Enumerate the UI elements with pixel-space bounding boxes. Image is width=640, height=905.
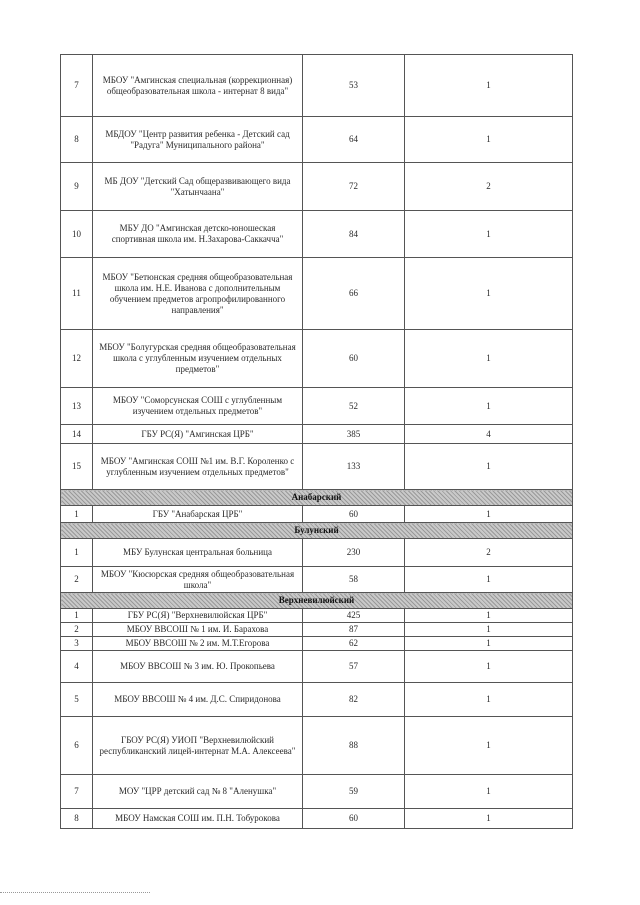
row-number: 15 [61, 444, 93, 490]
quantity-value: 1 [405, 609, 573, 623]
count-value: 60 [303, 506, 405, 523]
count-value: 62 [303, 637, 405, 651]
count-value: 53 [303, 55, 405, 117]
institution-name: МБУ ДО "Амгинская детско-юношеская спортивная школа им. Н.Захарова-Саккачча" [93, 211, 303, 258]
institution-name: МБОУ ВВСОШ № 2 им. М.Т.Егорова [93, 637, 303, 651]
table-row [61, 388, 573, 425]
table-row [61, 55, 573, 117]
table-row [61, 609, 573, 623]
quantity-value: 1 [405, 775, 573, 809]
section-label: Булунский [61, 523, 573, 539]
institution-name: МБОУ "Амгинская специальная (коррекционная) общеобразовательная школа - интернат 8 вида" [93, 55, 303, 117]
institution-name: МБУ Булунская центральная больница [93, 539, 303, 567]
institution-name: МБ ДОУ "Детский Сад общеразвивающего вида "Хатынчаана" [93, 163, 303, 211]
table-row [61, 444, 573, 490]
institution-name: МБОУ "Бетюнская средняя общеобразовательная школа им. Н.Е. Иванова с дополнительным обучением предметов агропрофилированного направления" [93, 258, 303, 330]
institution-name: МБОУ ВВСОШ № 1 им. И. Барахова [93, 623, 303, 637]
quantity-value: 1 [405, 651, 573, 683]
row-number: 7 [61, 55, 93, 117]
row-number: 5 [61, 683, 93, 717]
institution-name: МБОУ "Соморсунская СОШ с углубленным изучением отдельных предметов" [93, 388, 303, 425]
table-row [61, 651, 573, 683]
quantity-value: 1 [405, 330, 573, 388]
institution-name: МБОУ "Болугурская средняя общеобразовательная школа с углубленным изучением отдельных предметов" [93, 330, 303, 388]
row-number: 14 [61, 425, 93, 444]
count-value: 64 [303, 117, 405, 163]
section-label: Анабарский [61, 490, 573, 506]
quantity-value: 1 [405, 444, 573, 490]
row-number: 1 [61, 506, 93, 523]
table-row [61, 567, 573, 593]
count-value: 58 [303, 567, 405, 593]
quantity-value: 1 [405, 55, 573, 117]
institution-name: МБОУ "Амгинская СОШ №1 им. В.Г. Короленко с углубленным изучением отдельных предметов" [93, 444, 303, 490]
quantity-value: 1 [405, 623, 573, 637]
quantity-value: 1 [405, 567, 573, 593]
count-value: 425 [303, 609, 405, 623]
table-row [61, 623, 573, 637]
row-number: 13 [61, 388, 93, 425]
row-number: 2 [61, 567, 93, 593]
section-row [61, 593, 573, 609]
row-number: 1 [61, 539, 93, 567]
institution-name: МОУ "ЦРР детский сад № 8 "Аленушка" [93, 775, 303, 809]
count-value: 82 [303, 683, 405, 717]
quantity-value: 2 [405, 163, 573, 211]
quantity-value: 4 [405, 425, 573, 444]
row-number: 2 [61, 623, 93, 637]
count-value: 88 [303, 717, 405, 775]
institution-name: ГБОУ РС(Я) УИОП "Верхневилюйский республиканский лицей-интернат М.А. Алексеева" [93, 717, 303, 775]
table-body [61, 55, 573, 829]
institution-name: МБОУ "Кюсюрская средняя общеобразовательная школа" [93, 567, 303, 593]
institution-name: МБОУ ВВСОШ № 3 им. Ю. Прокопьева [93, 651, 303, 683]
table-row [61, 683, 573, 717]
institution-name: МБДОУ "Центр развития ребенка - Детский сад "Радуга" Муниципального района" [93, 117, 303, 163]
table-row [61, 211, 573, 258]
institution-name: ГБУ "Анабарская ЦРБ" [93, 506, 303, 523]
count-value: 385 [303, 425, 405, 444]
count-value: 72 [303, 163, 405, 211]
row-number: 8 [61, 809, 93, 829]
table-row [61, 330, 573, 388]
quantity-value: 1 [405, 637, 573, 651]
count-value: 60 [303, 330, 405, 388]
section-row [61, 523, 573, 539]
row-number: 10 [61, 211, 93, 258]
count-value: 84 [303, 211, 405, 258]
institution-name: ГБУ РС(Я) "Амгинская ЦРБ" [93, 425, 303, 444]
quantity-value: 1 [405, 683, 573, 717]
quantity-value: 1 [405, 117, 573, 163]
table-row [61, 539, 573, 567]
table-row [61, 637, 573, 651]
institutions-table [60, 54, 573, 829]
table-row [61, 809, 573, 829]
row-number: 9 [61, 163, 93, 211]
row-number: 4 [61, 651, 93, 683]
row-number: 1 [61, 609, 93, 623]
table-row [61, 775, 573, 809]
quantity-value: 1 [405, 388, 573, 425]
section-row [61, 490, 573, 506]
count-value: 87 [303, 623, 405, 637]
institution-name: ГБУ РС(Я) "Верхневилюйская ЦРБ" [93, 609, 303, 623]
row-number: 12 [61, 330, 93, 388]
institution-name: МБОУ ВВСОШ № 4 им. Д.С. Спиридонова [93, 683, 303, 717]
table-row [61, 506, 573, 523]
quantity-value: 2 [405, 539, 573, 567]
count-value: 59 [303, 775, 405, 809]
row-number: 6 [61, 717, 93, 775]
row-number: 8 [61, 117, 93, 163]
institution-name: МБОУ Намская СОШ им. П.Н. Тобурокова [93, 809, 303, 829]
row-number: 3 [61, 637, 93, 651]
count-value: 133 [303, 444, 405, 490]
table-row [61, 258, 573, 330]
table-row [61, 117, 573, 163]
quantity-value: 1 [405, 211, 573, 258]
count-value: 52 [303, 388, 405, 425]
quantity-value: 1 [405, 717, 573, 775]
section-label: Верхневилюйский [61, 593, 573, 609]
row-number: 7 [61, 775, 93, 809]
quantity-value: 1 [405, 258, 573, 330]
count-value: 230 [303, 539, 405, 567]
count-value: 66 [303, 258, 405, 330]
footer-rule [0, 892, 150, 893]
table-row [61, 717, 573, 775]
quantity-value: 1 [405, 506, 573, 523]
count-value: 57 [303, 651, 405, 683]
quantity-value: 1 [405, 809, 573, 829]
count-value: 60 [303, 809, 405, 829]
table-row [61, 163, 573, 211]
table-row [61, 425, 573, 444]
row-number: 11 [61, 258, 93, 330]
